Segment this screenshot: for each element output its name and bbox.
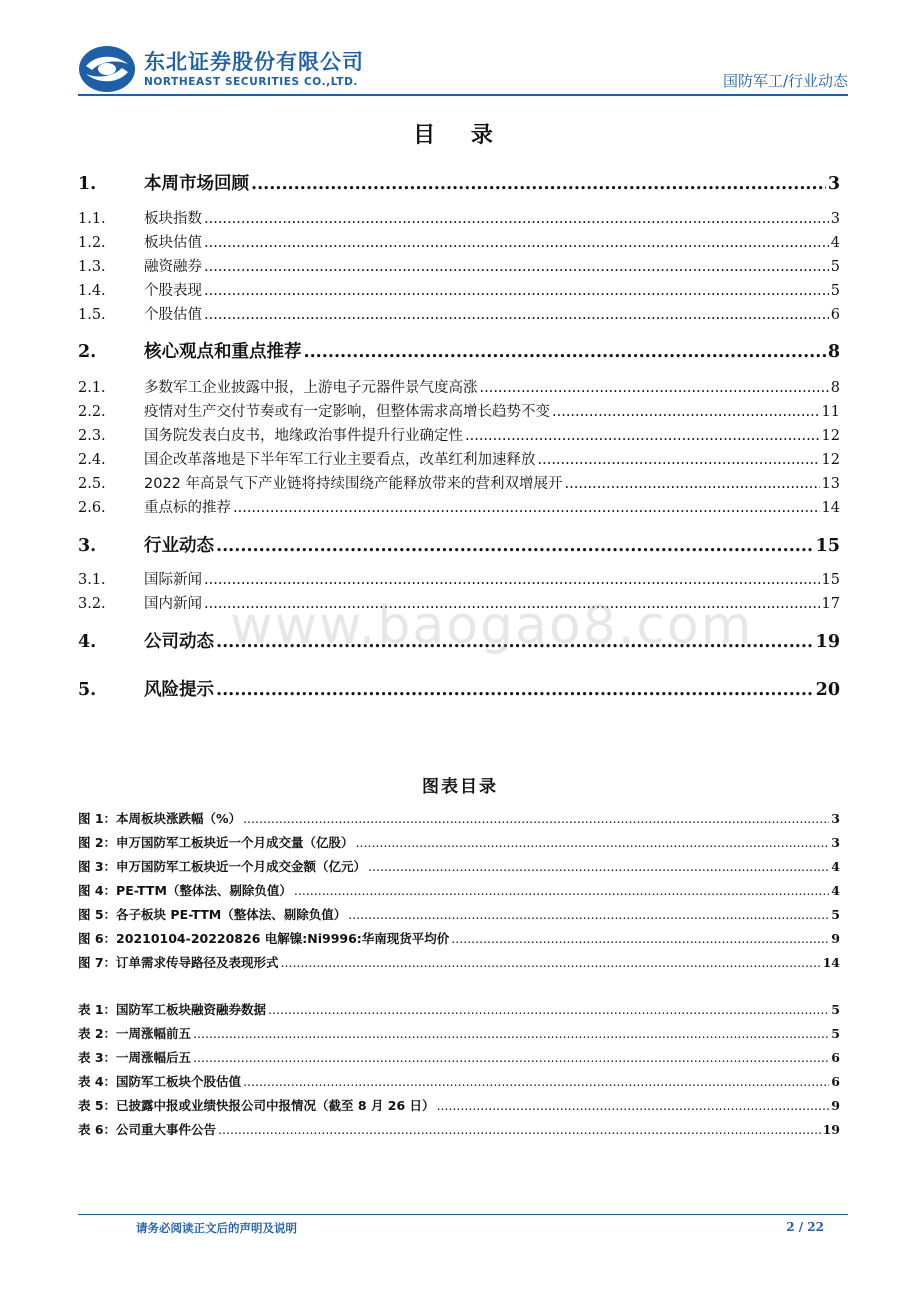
toc-leader (538, 452, 820, 468)
toc-entry-number: 4. (78, 632, 97, 652)
toc-entry[interactable] (78, 255, 840, 277)
figure-entry-title: 图 7：订单需求传导路径及表现形式 (78, 955, 279, 970)
toc-entry[interactable] (78, 207, 840, 229)
toc-leader (193, 1050, 829, 1065)
toc-leader (204, 211, 829, 227)
toc-leader (565, 476, 820, 492)
toc-entry-title: 国务院发表白皮书，地缘政治事件提升行业确定性 (144, 428, 463, 444)
footer-divider (78, 1214, 848, 1215)
toc-entry-page: 13 (821, 476, 840, 492)
toc-entry-page: 11 (821, 404, 840, 420)
figure-entry[interactable] (78, 881, 840, 901)
toc-entry-title: 国内新闻 (144, 596, 202, 612)
toc-entry-page: 12 (821, 428, 840, 444)
toc-entry[interactable] (78, 448, 840, 470)
table-entry-title: 表 6：公司重大事件公告 (78, 1122, 217, 1137)
figure-entry-title: 图 2：申万国防军工板块近一个月成交量（亿股） (78, 835, 354, 850)
toc-entry-title: 国际新闻 (144, 572, 202, 588)
toc-entry[interactable] (78, 472, 840, 494)
toc-entry-number: 3. (78, 536, 97, 556)
toc-leader (356, 835, 830, 850)
toc-entry-title: 疫情对生产交付节奏或有一定影响，但整体需求高增长趋势不变 (144, 404, 550, 420)
toc-entry-page: 5 (830, 259, 840, 275)
toc-entry-page: 8 (830, 380, 840, 396)
toc-entry-number: 2.1. (78, 380, 106, 396)
toc-entry[interactable] (78, 231, 840, 253)
toc-entry-number: 3.1. (78, 572, 106, 588)
table-entry-title: 表 2：一周涨幅前五 (78, 1026, 192, 1041)
toc-entry-page: 5 (830, 283, 840, 299)
toc-entry[interactable] (78, 303, 840, 325)
toc-leader (251, 174, 826, 194)
toc-entry-title: 个股表现 (144, 283, 202, 299)
table-entry-title: 表 4：国防军工板块个股估值 (78, 1074, 242, 1089)
header-divider (78, 94, 848, 96)
toc-leader (216, 536, 814, 556)
toc-entry-title: 国企改革落地是下半年军工行业主要看点，改革红利加速释放 (144, 452, 536, 468)
page-header (78, 40, 848, 96)
toc-leader (368, 859, 829, 874)
toc-leader (437, 1098, 830, 1113)
toc-entry-page: 15 (821, 572, 840, 588)
table-entry-title: 表 5：已披露中报或业绩快报公司中报情况（截至 8 月 26 日） (78, 1098, 435, 1113)
figure-entry-page: 5 (831, 907, 840, 922)
page-number: 2 / 22 (786, 1220, 824, 1234)
toc-entry[interactable] (78, 676, 840, 702)
toc-entry-number: 2. (78, 342, 97, 362)
toc-entry-number: 1.3. (78, 259, 106, 275)
figure-entry-title: 图 3：申万国防军工板块近一个月成交金额（亿元） (78, 859, 367, 874)
toc-entry-number: 2.3. (78, 428, 106, 444)
figure-entry-page: 3 (831, 811, 840, 826)
company-logo-icon (78, 44, 136, 94)
toc-leader (243, 1074, 829, 1089)
toc-entry-page: 8 (827, 342, 840, 362)
toc-entry-number: 2.2. (78, 404, 106, 420)
company-name-en: NORTHEAST SECURITIES CO.,LTD. (144, 76, 358, 88)
toc-entry-number: 1. (78, 174, 97, 194)
company-name-cn: 东北证券股份有限公司 (144, 50, 364, 74)
toc-entry[interactable] (78, 376, 840, 398)
toc-entry[interactable] (78, 496, 840, 518)
toc-entry-number: 2.6. (78, 500, 106, 516)
table-entry-page: 19 (822, 1122, 840, 1137)
toc-entry-title: 风险提示 (144, 680, 214, 700)
table-entry[interactable] (78, 1072, 840, 1092)
toc-leader (216, 680, 814, 700)
toc-leader (451, 931, 829, 946)
toc-entry-page: 4 (830, 235, 840, 251)
table-entry-page: 9 (831, 1098, 840, 1113)
toc-entry-title: 公司动态 (144, 632, 214, 652)
figure-entry-title: 图 5：各子板块 PE-TTM（整体法、剔除负值） (78, 907, 347, 922)
toc-leader (480, 380, 829, 396)
toc-entry-number: 1.1. (78, 211, 106, 227)
toc-entry-title: 板块估值 (144, 235, 202, 251)
table-entry[interactable] (78, 1048, 840, 1068)
toc-leader (233, 500, 820, 516)
toc-entry-title: 板块指数 (144, 211, 202, 227)
figure-entry[interactable] (78, 809, 840, 829)
figure-entry-page: 3 (831, 835, 840, 850)
section-tag: 国防军工/行业动态 (722, 72, 848, 90)
toc-leader (294, 883, 829, 898)
figure-entry-page: 14 (822, 955, 840, 970)
figure-entry[interactable] (78, 857, 840, 877)
figure-entry[interactable] (78, 929, 840, 949)
toc-entry-title: 融资融券 (144, 259, 202, 275)
figure-entry-page: 9 (831, 931, 840, 946)
toc-entry-title: 行业动态 (144, 536, 214, 556)
toc-leader (281, 955, 821, 970)
figure-entry[interactable] (78, 833, 840, 853)
toc-entry[interactable] (78, 338, 840, 364)
figure-entry-title: 图 1：本周板块涨跌幅（%） (78, 811, 242, 826)
toc-leader (552, 404, 820, 420)
table-entry-page: 5 (831, 1002, 840, 1017)
toc-entry-title: 多数军工企业披露中报，上游电子元器件景气度高涨 (144, 380, 478, 396)
figure-list-title: 图表目录 (422, 777, 498, 797)
toc-entry[interactable] (78, 568, 840, 590)
toc-entry[interactable] (78, 424, 840, 446)
table-entry-page: 5 (831, 1026, 840, 1041)
toc-entry-page: 19 (815, 632, 840, 652)
table-entry-title: 表 3：一周涨幅后五 (78, 1050, 192, 1065)
toc-entry-page: 6 (830, 307, 840, 323)
watermark: www.baogao8.com (230, 596, 754, 656)
toc-entry[interactable] (78, 532, 840, 558)
toc-entry-page: 14 (821, 500, 840, 516)
figure-entry-title: 图 4：PE-TTM（整体法、剔除负值） (78, 883, 292, 898)
toc-leader (348, 907, 829, 922)
figure-entry[interactable] (78, 905, 840, 925)
figure-entry-page: 4 (831, 859, 840, 874)
table-entry[interactable] (78, 1096, 840, 1116)
toc-title: 目 录 (413, 123, 507, 148)
toc-entry[interactable] (78, 170, 840, 196)
toc-entry-title: 个股估值 (144, 307, 202, 323)
toc-entry-page: 15 (815, 536, 840, 556)
toc-leader (218, 1122, 821, 1137)
toc-leader (204, 259, 829, 275)
toc-entry[interactable] (78, 400, 840, 422)
toc-entry-page: 17 (821, 596, 840, 612)
toc-entry-number: 2.4. (78, 452, 106, 468)
toc-leader (204, 572, 820, 588)
toc-leader (465, 428, 820, 444)
toc-entry-number: 1.4. (78, 283, 106, 299)
toc-leader (204, 307, 829, 323)
figure-entry-title: 图 6：20210104-20220826 电解镍:Ni9996:华南现货平均价 (78, 931, 450, 946)
toc-entry-title: 本周市场回顾 (144, 174, 249, 194)
table-entry[interactable] (78, 1120, 840, 1140)
figure-entry-page: 4 (831, 883, 840, 898)
table-entry-page: 6 (831, 1050, 840, 1065)
figure-entry[interactable] (78, 953, 840, 973)
table-entry[interactable] (78, 1000, 840, 1020)
toc-entry-page: 3 (830, 211, 840, 227)
toc-entry-number: 3.2. (78, 596, 106, 612)
toc-leader (268, 1002, 829, 1017)
toc-entry-number: 5. (78, 680, 97, 700)
toc-entry-title: 重点标的推荐 (144, 500, 231, 516)
toc-entry-page: 20 (815, 680, 840, 700)
table-entry[interactable] (78, 1024, 840, 1044)
toc-entry-number: 1.2. (78, 235, 106, 251)
toc-entry-page: 3 (827, 174, 840, 194)
toc-entry-number: 2.5. (78, 476, 106, 492)
toc-leader (193, 1026, 829, 1041)
toc-leader (204, 235, 829, 251)
footer-disclaimer: 请务必阅读正文后的声明及说明 (136, 1221, 297, 1235)
toc-leader (304, 342, 826, 362)
toc-entry-number: 1.5. (78, 307, 106, 323)
toc-entry-page: 12 (821, 452, 840, 468)
toc-entry-title: 2022 年高景气下产业链将持续围绕产能释放带来的营利双增展开 (144, 476, 563, 492)
toc-leader (243, 811, 829, 826)
toc-entry[interactable] (78, 279, 840, 301)
table-entry-title: 表 1：国防军工板块融资融券数据 (78, 1002, 267, 1017)
toc-entry-title: 核心观点和重点推荐 (144, 342, 302, 362)
table-entry-page: 6 (831, 1074, 840, 1089)
toc-leader (204, 283, 829, 299)
